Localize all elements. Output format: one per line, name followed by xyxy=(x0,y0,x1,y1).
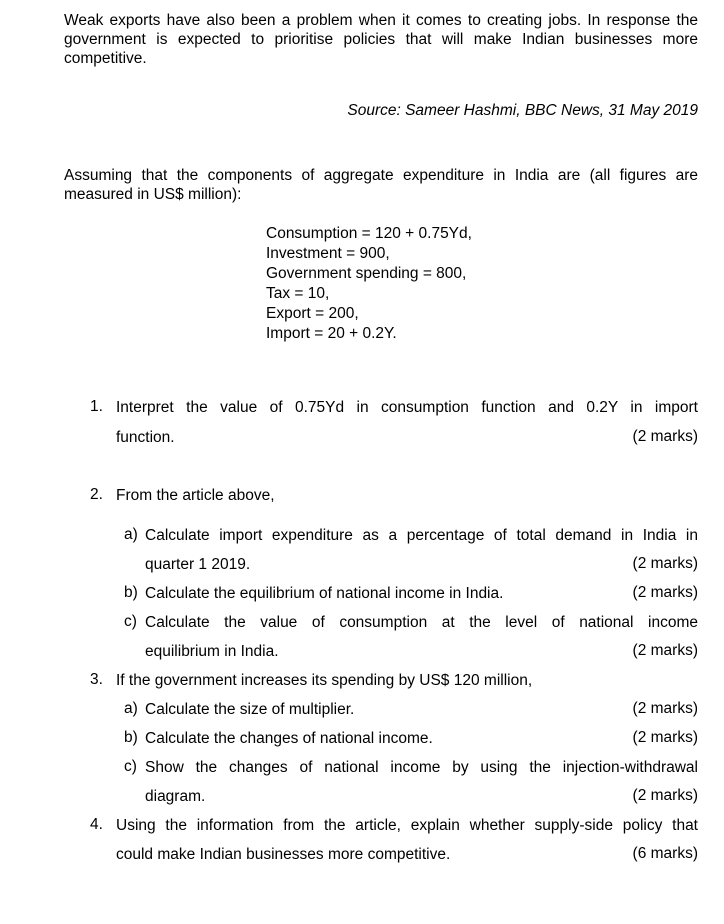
question-1-line2: function. xyxy=(116,429,175,446)
question-3c-marks: (2 marks) xyxy=(632,787,698,804)
question-2b-label: b) xyxy=(124,584,138,601)
question-3b-label: b) xyxy=(124,729,138,746)
question-2a-marks: (2 marks) xyxy=(632,555,698,572)
question-2c-line1: Calculate the value of consumption at the level of national income xyxy=(145,614,698,631)
question-4-number: 4. xyxy=(90,816,103,833)
question-3b-text: Calculate the changes of national income. xyxy=(145,730,433,747)
question-4-marks: (6 marks) xyxy=(632,845,698,862)
equation-consumption: Consumption = 120 + 0.75Yd, xyxy=(266,225,472,242)
question-2-number: 2. xyxy=(90,486,103,503)
question-1-marks: (2 marks) xyxy=(632,428,698,445)
question-2a-label: a) xyxy=(124,526,138,543)
question-2c-line2: equilibrium in India. xyxy=(145,643,279,660)
equation-investment: Investment = 900, xyxy=(266,245,390,262)
equation-government: Government spending = 800, xyxy=(266,265,467,282)
question-3-number: 3. xyxy=(90,671,103,688)
question-2b-marks: (2 marks) xyxy=(632,584,698,601)
question-2b-text: Calculate the equilibrium of national income in India. xyxy=(145,585,504,602)
question-4-line1: Using the information from the article, explain whether supply-side policy that xyxy=(116,817,698,834)
question-3a-text: Calculate the size of multiplier. xyxy=(145,701,355,718)
equation-import: Import = 20 + 0.2Y. xyxy=(266,325,397,342)
equation-tax: Tax = 10, xyxy=(266,285,330,302)
question-3-text: If the government increases its spending by US$ 120 million, xyxy=(116,672,533,689)
article-source: Source: Sameer Hashmi, BBC News, 31 May 2019 xyxy=(347,102,698,119)
question-3c-label: c) xyxy=(124,758,137,775)
equation-export: Export = 200, xyxy=(266,305,359,322)
intro-text: Assuming that the components of aggregate expenditure in India are (all figures are measured in US$ million): xyxy=(64,167,698,203)
question-4-line2: could make Indian businesses more competitive. xyxy=(116,846,451,863)
question-2a-line2: quarter 1 2019. xyxy=(145,556,251,573)
question-3b-marks: (2 marks) xyxy=(632,729,698,746)
question-3c-line2: diagram. xyxy=(145,788,206,805)
question-3a-label: a) xyxy=(124,700,138,717)
question-2c-marks: (2 marks) xyxy=(632,642,698,659)
question-1-number: 1. xyxy=(90,398,103,415)
question-2c-label: c) xyxy=(124,613,137,630)
question-2a-line1: Calculate import expenditure as a percentage of total demand in India in xyxy=(145,527,698,544)
article-paragraph: Weak exports have also been a problem when it comes to creating jobs. In response the government is expected to prioritise policies that will make Indian businesses more competitive. xyxy=(64,12,698,67)
question-3a-marks: (2 marks) xyxy=(632,700,698,717)
question-1-line1: Interpret the value of 0.75Yd in consumption function and 0.2Y in import xyxy=(116,399,698,416)
question-3c-line1: Show the changes of national income by using the injection-withdrawal xyxy=(145,759,698,776)
question-2-text: From the article above, xyxy=(116,487,275,504)
equations-list xyxy=(266,224,472,344)
